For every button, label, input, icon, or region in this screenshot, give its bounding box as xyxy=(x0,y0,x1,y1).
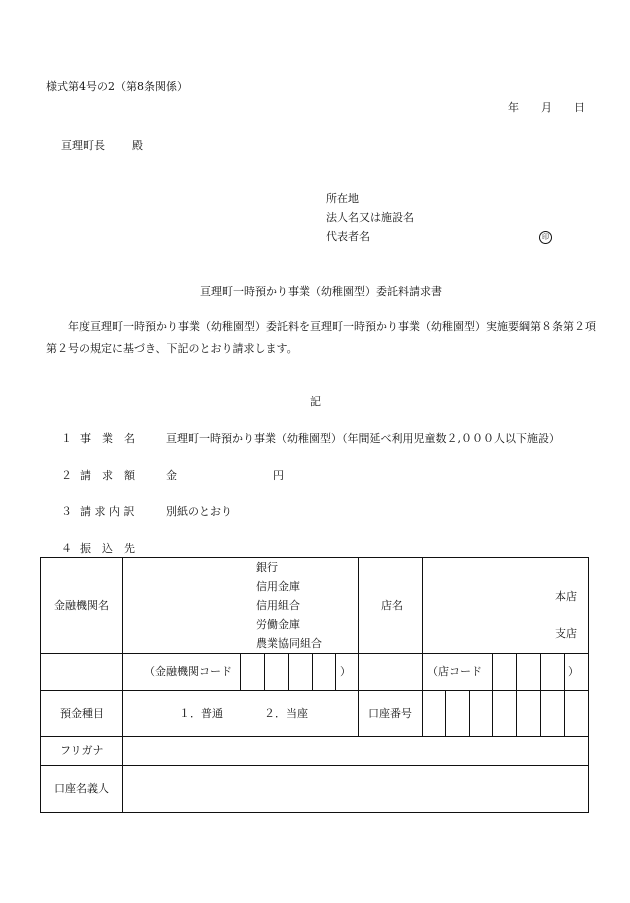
address-label: 所在地 xyxy=(326,192,359,205)
account-type-current: ２．当座 xyxy=(264,707,308,720)
inst-type-labour: 労働金庫 xyxy=(256,618,300,631)
item-2-label: 請 求 額 xyxy=(80,469,135,482)
seal-mark xyxy=(539,229,552,244)
seal-text: 印 xyxy=(539,231,552,244)
acct-num-box-1 xyxy=(445,690,446,737)
inst-code-box-4 xyxy=(312,653,313,691)
inst-code-box-1 xyxy=(240,653,241,691)
account-number-label: 口座番号 xyxy=(368,707,412,720)
table-border-right xyxy=(588,557,589,813)
branch-code-box-4 xyxy=(564,653,565,691)
col-line-branch xyxy=(422,557,423,737)
date-day: 日 xyxy=(574,101,585,114)
representative-label: 代表者名 xyxy=(326,230,370,243)
body-line-1: 年度亘理町一時預かり事業（幼稚園型）委託料を亘理町一時預かり事業（幼稚園型）実施要綱第８条第２項 xyxy=(46,320,596,333)
inst-type-credit-union: 信用組合 xyxy=(256,599,300,612)
branch-code-box-2 xyxy=(516,653,517,691)
branch-main: 本店 xyxy=(555,590,577,603)
date-year: 年 xyxy=(508,101,519,114)
account-type-label: 預金種目 xyxy=(60,707,104,720)
inst-code-box-3 xyxy=(288,653,289,691)
item-3-label: 請 求 内 訳 xyxy=(80,505,135,518)
col-line-mid xyxy=(358,557,359,737)
item-2-number: ２ xyxy=(61,469,72,482)
inst-type-agri: 農業協同組合 xyxy=(256,637,322,650)
row-line-3 xyxy=(40,736,589,737)
acct-num-box-6 xyxy=(564,690,565,737)
corp-name-label: 法人名又は施設名 xyxy=(326,211,414,224)
inst-type-bank: 銀行 xyxy=(256,561,278,574)
item-1-number: １ xyxy=(61,432,72,445)
table-border-left xyxy=(40,557,41,813)
ki-heading: 記 xyxy=(310,395,321,408)
acct-num-box-5 xyxy=(540,690,541,737)
inst-type-shinkin: 信用金庫 xyxy=(256,580,300,593)
institution-label: 金融機関名 xyxy=(54,599,109,612)
form-number: 様式第4号の2（第8条関係） xyxy=(46,80,188,93)
body-paragraph xyxy=(46,316,596,360)
row-line-2 xyxy=(40,690,589,691)
item-1-label: 事 業 名 xyxy=(80,432,135,445)
item-4-label: 振 込 先 xyxy=(80,542,135,555)
institution-code-close: ） xyxy=(340,665,351,678)
item-4-number: ４ xyxy=(61,542,72,555)
acct-num-box-4 xyxy=(516,690,517,737)
col-line-label xyxy=(122,557,123,813)
item-3-value: 別紙のとおり xyxy=(166,505,232,518)
table-border-bottom xyxy=(40,812,589,813)
branch-code-close: ） xyxy=(568,665,579,678)
date-month: 月 xyxy=(541,101,552,114)
acct-num-box-2 xyxy=(469,690,470,737)
acct-num-box-3 xyxy=(492,690,493,737)
branch-label: 店名 xyxy=(381,599,403,612)
furigana-label: フリガナ xyxy=(60,744,104,757)
row-line-1 xyxy=(40,653,589,654)
branch-code-label: （店コード xyxy=(427,665,482,678)
inst-code-box-2 xyxy=(264,653,265,691)
account-holder-label: 口座名義人 xyxy=(54,782,109,795)
item-3-number: ３ xyxy=(61,505,72,518)
row-line-4 xyxy=(40,765,589,766)
account-type-ordinary: １．普通 xyxy=(179,707,223,720)
body-line-2: 第２号の規定に基づき、下記のとおり請求します。 xyxy=(46,342,298,355)
addressee-honorific: 殿 xyxy=(132,139,143,152)
branch-sub: 支店 xyxy=(555,627,577,640)
item-2-value: 金 xyxy=(166,469,177,482)
document-title: 亘理町一時預かり事業（幼稚園型）委託料請求書 xyxy=(200,285,442,298)
item-2-unit: 円 xyxy=(273,469,284,482)
inst-code-box-5 xyxy=(335,653,336,691)
table-border-top xyxy=(40,557,589,558)
item-1-value: 亘理町一時預かり事業（幼稚園型）（年間延べ利用児童数２,０００人以下施設） xyxy=(166,432,560,445)
branch-code-box-1 xyxy=(492,653,493,691)
institution-code-label: （金融機関コード xyxy=(144,665,232,678)
branch-code-box-3 xyxy=(540,653,541,691)
addressee-name: 亘理町長 xyxy=(61,139,105,152)
